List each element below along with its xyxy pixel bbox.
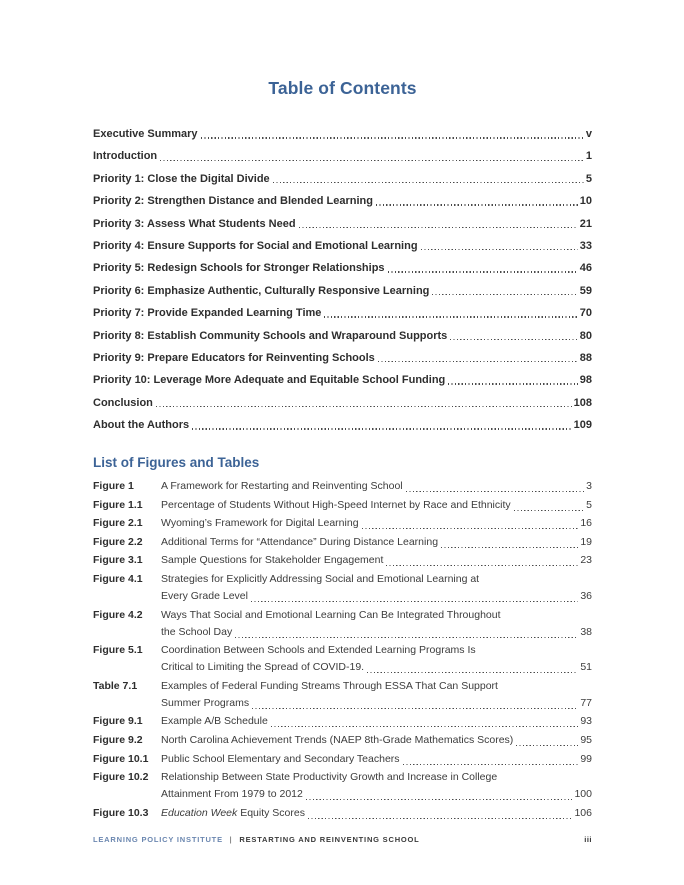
figure-entry-line — [161, 515, 592, 532]
figure-entry[interactable] — [93, 678, 592, 712]
toc-entry-label: Priority 2: Strengthen Distance and Blended Learning — [93, 195, 373, 208]
figure-entry-label: Figure 4.1 — [93, 573, 143, 586]
figure-entry-page: 106 — [574, 806, 592, 819]
figure-entry-label: Table 7.1 — [93, 679, 138, 692]
toc-entry-page: 33 — [579, 239, 592, 252]
figure-entry-lines — [161, 751, 592, 768]
figure-entry-lines — [161, 805, 592, 822]
figure-entry[interactable] — [93, 607, 592, 641]
figure-entry-line — [161, 732, 592, 749]
toc-entry-label: Priority 4: Ensure Supports for Social and Emotional Learning — [93, 239, 418, 252]
footer-page-number: iii — [584, 835, 592, 844]
toc-entry-page: 109 — [573, 419, 592, 432]
toc-entry-label: Priority 7: Provide Expanded Learning Time — [93, 307, 322, 320]
figure-entry[interactable] — [93, 534, 592, 551]
figure-entry-label: Figure 9.2 — [93, 734, 143, 747]
dot-leader — [516, 745, 578, 746]
toc-entry[interactable] — [93, 398, 592, 409]
figure-entry-text: Example A/B Schedule — [161, 715, 268, 728]
toc-entry[interactable] — [93, 151, 592, 162]
dot-leader — [156, 406, 572, 407]
figure-entry-line — [161, 607, 592, 624]
figure-entry-page: 100 — [574, 788, 592, 801]
figure-entry-lines — [161, 713, 592, 730]
figure-entry-label: Figure 10.1 — [93, 752, 149, 765]
figure-entry-line — [161, 497, 592, 514]
figure-entry-lines — [161, 732, 592, 749]
page-footer — [93, 835, 592, 844]
figure-entry-label: Figure 4.2 — [93, 608, 143, 621]
figure-entry-label: Figure 2.1 — [93, 517, 143, 530]
toc-entry[interactable] — [93, 375, 592, 386]
figure-entry-page: 36 — [580, 590, 592, 603]
dot-leader — [403, 764, 579, 765]
dot-leader — [432, 294, 577, 295]
dot-leader — [362, 528, 579, 529]
figure-entry-line — [161, 642, 592, 659]
toc-entry-label: Priority 6: Emphasize Authentic, Culturally Responsive Learning — [93, 284, 430, 297]
toc-entry-label: About the Authors — [93, 419, 190, 432]
toc-entry[interactable] — [93, 420, 592, 431]
figure-entry-line — [161, 624, 592, 641]
dot-leader — [388, 271, 578, 272]
toc-entry[interactable] — [93, 286, 592, 297]
dot-leader — [450, 339, 577, 340]
figures-heading: List of Figures and Tables — [93, 455, 260, 471]
figure-entry[interactable] — [93, 642, 592, 676]
figure-entry-page: 38 — [580, 625, 592, 638]
figure-entry-page: 51 — [580, 661, 592, 674]
figure-entry-label: Figure 3.1 — [93, 554, 143, 567]
figure-entry-text: Strategies for Explicitly Addressing Social and Emotional Learning at — [161, 573, 480, 586]
toc-entry-page: 108 — [573, 396, 592, 409]
figure-entry-line — [161, 552, 592, 569]
toc-entry-label: Priority 3: Assess What Students Need — [93, 217, 296, 230]
dot-leader — [299, 227, 578, 228]
figure-entry-text: Coordination Between Schools and Extended Learning Programs Is — [161, 644, 476, 657]
figure-entry-lines — [161, 642, 592, 676]
toc-entry[interactable] — [93, 174, 592, 185]
toc-entry-label: Priority 5: Redesign Schools for Stronger Relationships — [93, 262, 385, 275]
toc-entry-label: Priority 1: Close the Digital Divide — [93, 172, 270, 185]
dot-leader — [378, 361, 578, 362]
dot-leader — [324, 316, 577, 317]
figure-entry-lines — [161, 678, 592, 712]
toc-entry[interactable] — [93, 241, 592, 252]
footer-left — [93, 835, 420, 844]
figure-entry-page: 3 — [586, 480, 592, 493]
toc-list — [93, 129, 592, 431]
toc-entry-page: 88 — [579, 351, 592, 364]
figure-entry[interactable] — [93, 552, 592, 569]
toc-entry[interactable] — [93, 129, 592, 140]
figure-entry-label: Figure 10.3 — [93, 806, 149, 819]
toc-entry-label: Priority 10: Leverage More Adequate and Equitable School Funding — [93, 374, 446, 387]
toc-entry-page: 10 — [579, 195, 592, 208]
figure-entry-lines — [161, 497, 592, 514]
dot-leader — [514, 510, 585, 511]
figure-entry-text: Attainment From 1979 to 2012 — [161, 788, 303, 801]
toc-entry-page: 21 — [579, 217, 592, 230]
figure-entry-page: 99 — [580, 752, 592, 765]
dot-leader — [386, 565, 578, 566]
figure-entry-page: 16 — [580, 517, 592, 530]
dot-leader — [421, 249, 578, 250]
dot-leader — [406, 491, 585, 492]
toc-entry-label: Executive Summary — [93, 128, 198, 140]
dot-leader — [252, 708, 578, 709]
figure-entry-line — [161, 478, 592, 495]
figure-entry[interactable] — [93, 769, 592, 803]
figure-entry-text: Public School Elementary and Secondary Teachers — [161, 752, 400, 765]
figure-entry-label: Figure 2.2 — [93, 535, 143, 548]
figure-entry-line — [161, 786, 592, 803]
figure-entry[interactable] — [93, 478, 592, 495]
figure-entry-page: 95 — [580, 734, 592, 747]
toc-entry-page: 70 — [579, 307, 592, 320]
dot-leader — [273, 182, 584, 183]
figure-entry-line — [161, 805, 592, 822]
toc-entry[interactable] — [93, 196, 592, 207]
dot-leader — [192, 428, 572, 429]
toc-entry-label: Priority 8: Establish Community Schools and Wraparound Supports — [93, 329, 448, 342]
figure-entry-label: Figure 1.1 — [93, 498, 143, 511]
figure-entry-label: Figure 5.1 — [93, 644, 143, 657]
toc-entry[interactable] — [93, 353, 592, 364]
figure-entry-text: the School Day — [161, 625, 233, 638]
figure-entry-line — [161, 588, 592, 605]
figure-entry[interactable] — [93, 497, 592, 514]
figure-entry-text: Critical to Limiting the Spread of COVID-19. — [161, 661, 365, 674]
footer-organization: LEARNING POLICY INSTITUTE — [93, 835, 223, 844]
figure-entry[interactable] — [93, 713, 592, 730]
figure-entry-line — [161, 751, 592, 768]
figure-entry-lines — [161, 515, 592, 532]
dot-leader — [235, 637, 578, 638]
toc-entry[interactable] — [93, 219, 592, 230]
figure-entry-line — [161, 571, 592, 588]
figure-entry-text: Education Week Equity Scores — [161, 806, 305, 819]
figure-entry-text: Relationship Between State Productivity Growth and Increase in College — [161, 771, 498, 784]
footer-separator: | — [229, 835, 233, 844]
figure-entry-text: Sample Questions for Stakeholder Engagement — [161, 554, 384, 567]
figure-entry[interactable] — [93, 571, 592, 605]
toc-entry-label: Priority 9: Prepare Educators for Reinventing Schools — [93, 351, 375, 364]
figure-entry[interactable] — [93, 805, 592, 822]
figure-entry-page: 19 — [580, 535, 592, 548]
figure-entry[interactable] — [93, 732, 592, 749]
figure-entry-line — [161, 769, 592, 786]
toc-entry-label: Introduction — [93, 150, 158, 163]
figure-entry-lines — [161, 607, 592, 641]
figure-entry-lines — [161, 769, 592, 803]
dot-leader — [271, 726, 578, 727]
dot-leader — [160, 160, 584, 161]
figure-entry[interactable] — [93, 515, 592, 532]
figure-entry-text: North Carolina Achievement Trends (NAEP 8th-Grade Mathematics Scores) — [161, 734, 514, 747]
figure-entry-line — [161, 713, 592, 730]
figure-entry-text: Percentage of Students Without High-Speed Internet by Race and Ethnicity — [161, 498, 511, 511]
toc-entry[interactable] — [93, 331, 592, 342]
toc-entry-page: 1 — [585, 150, 592, 163]
footer-document-title: RESTARTING AND REINVENTING SCHOOL — [239, 835, 420, 844]
toc-entry[interactable] — [93, 263, 592, 274]
figure-entry-lines — [161, 571, 592, 605]
figure-entry-text: Ways That Social and Emotional Learning Can Be Integrated Throughout — [161, 608, 501, 621]
figure-entry-line — [161, 695, 592, 712]
dot-leader — [308, 818, 573, 819]
figures-list — [93, 478, 592, 822]
toc-entry-page: 59 — [579, 284, 592, 297]
figure-entry-page: 5 — [586, 498, 592, 511]
dot-leader — [251, 601, 578, 602]
figure-entry-label: Figure 1 — [93, 480, 134, 493]
figure-entry-page: 77 — [580, 696, 592, 709]
figure-entry-label: Figure 10.2 — [93, 771, 149, 784]
figure-entry-text: Additional Terms for “Attendance” During Distance Learning — [161, 535, 439, 548]
figure-entry-page: 23 — [580, 554, 592, 567]
figure-entry-italic-text: Education Week — [161, 806, 241, 819]
toc-entry-label: Conclusion — [93, 396, 153, 409]
dot-leader — [306, 799, 573, 800]
dot-leader — [376, 204, 578, 205]
toc-entry-page: 5 — [585, 172, 592, 185]
figure-entry-text: A Framework for Restarting and Reinventing School — [161, 480, 403, 493]
figure-entry-line — [161, 534, 592, 551]
figure-entry-text: Wyoming’s Framework for Digital Learning — [161, 517, 359, 530]
dot-leader — [441, 547, 578, 548]
figure-entry-lines — [161, 534, 592, 551]
figure-entry-lines — [161, 552, 592, 569]
dot-leader — [201, 137, 584, 138]
figure-entry-text: Summer Programs — [161, 696, 250, 709]
page-title: Table of Contents — [268, 78, 417, 98]
toc-entry-page: 46 — [579, 262, 592, 275]
toc-entry-page: 98 — [579, 374, 592, 387]
toc-entry[interactable] — [93, 308, 592, 319]
toc-entry-page: 80 — [579, 329, 592, 342]
toc-entry-page: v — [585, 128, 592, 140]
figure-entry-text: Every Grade Level — [161, 590, 248, 603]
figure-entry-lines — [161, 478, 592, 495]
dot-leader — [367, 672, 578, 673]
dot-leader — [448, 383, 577, 384]
figure-entry-text: Examples of Federal Funding Streams Through ESSA That Can Support — [161, 679, 498, 692]
figure-entry-label: Figure 9.1 — [93, 715, 143, 728]
figure-entry-page: 93 — [580, 715, 592, 728]
figure-entry-line — [161, 678, 592, 695]
figure-entry[interactable] — [93, 751, 592, 768]
figure-entry-line — [161, 659, 592, 676]
